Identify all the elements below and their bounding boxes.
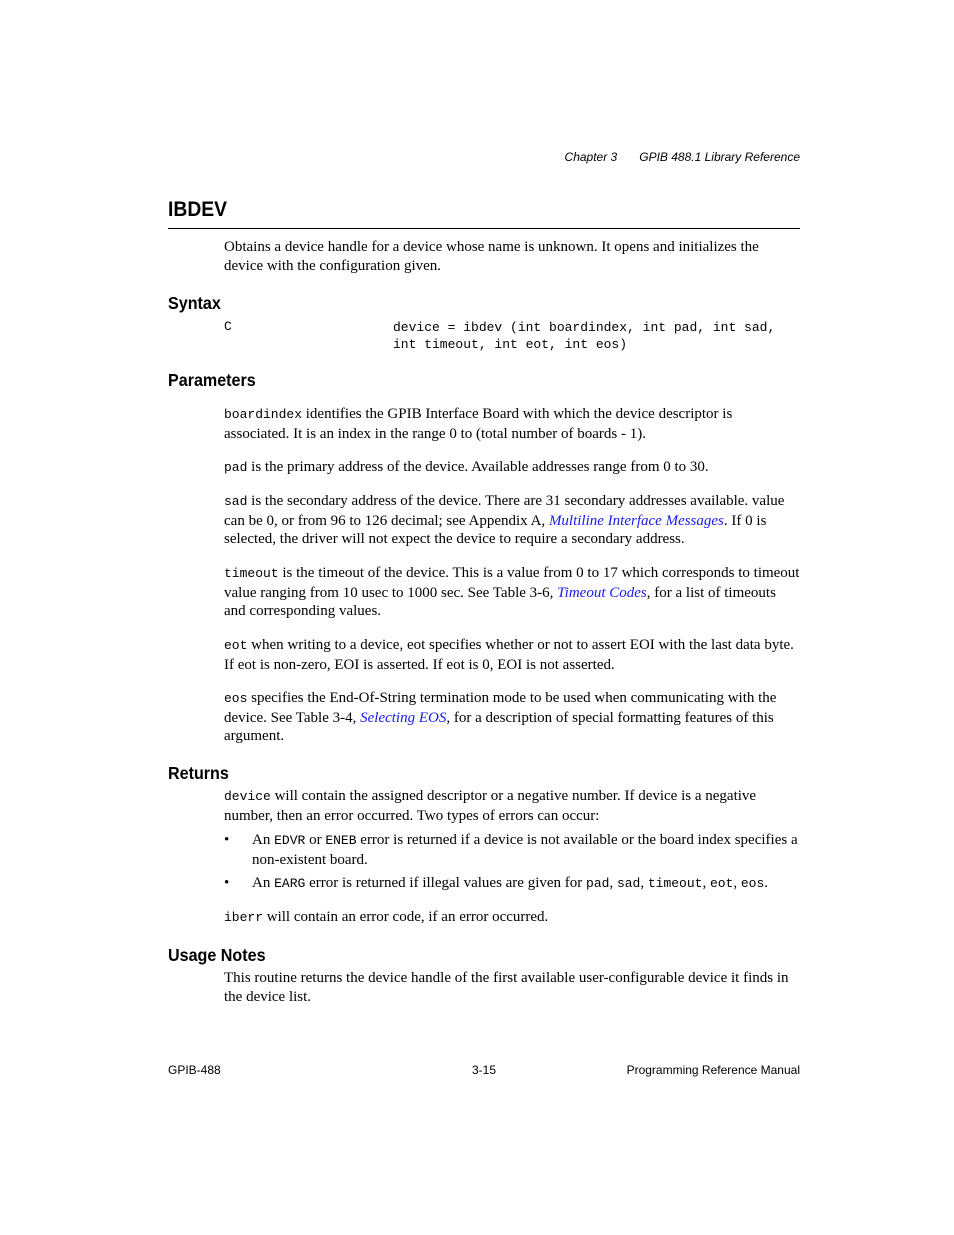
param-text: is the timeout of the device. This is a value from 0 to 17 which corresponds to timeout value ranging from 10 usec to 1000 sec. See Table 3-6, <box>224 565 800 601</box>
returns-text: will contain an error code, if an error occurred. <box>263 909 549 925</box>
bullet-dot: • <box>224 875 230 891</box>
error-code: ENEB <box>325 833 357 848</box>
bullet-text: . <box>764 875 769 891</box>
bullet-dot: • <box>224 832 230 848</box>
error-code: EARG <box>274 876 306 891</box>
syntax-heading: Syntax <box>168 293 221 313</box>
bullet-text: or <box>305 832 326 848</box>
footer-right: Programming Reference Manual <box>626 1063 800 1077</box>
header-chapter: Chapter 3 <box>564 150 618 164</box>
param-text: specifies the End-Of-String termination mode to be used when communicating with the device. See Table 3-4, <box>224 690 777 726</box>
param-text: when writing to a device, eot specifies whether or not to assert EOI with the last data byte. If eot is non-zero, EOI is asserted. If eot is 0, EOI is not asserted. <box>224 637 794 673</box>
param-code: timeout <box>647 876 703 891</box>
returns-code: device <box>224 789 271 804</box>
link-multiline-interface-messages[interactable]: Multiline Interface Messages <box>548 512 724 529</box>
returns-device <box>224 787 800 825</box>
param-text: , for a list of timeouts and corresponding values. <box>224 584 776 620</box>
link-selecting-eos[interactable]: Selecting EOS <box>360 709 447 726</box>
param-code: eos <box>740 876 765 891</box>
param-code: pad <box>224 460 248 475</box>
param-code: eot <box>709 876 734 891</box>
param-text: , for a description of special formatting features of this argument. <box>224 709 774 745</box>
page-header <box>543 150 800 164</box>
syntax-line-1: device = ibdev (int boardindex, int pad, int sad, <box>393 320 776 335</box>
param-pad <box>224 458 800 478</box>
param-sad <box>224 492 800 549</box>
header-section: GPIB 488.1 Library Reference <box>639 150 800 164</box>
footer-left: GPIB-488 <box>168 1063 221 1077</box>
param-code: pad <box>586 876 610 891</box>
param-code: eos <box>224 691 248 706</box>
returns-bullet-1 <box>224 831 800 869</box>
param-code: sad <box>616 876 641 891</box>
title-rule <box>168 228 800 229</box>
param-text: is the primary address of the device. Available addresses range from 0 to 30. <box>247 459 709 475</box>
param-code: timeout <box>224 566 279 581</box>
param-code: sad <box>224 494 248 509</box>
link-timeout-codes[interactable]: Timeout Codes <box>557 584 647 601</box>
param-text: identifies the GPIB Interface Board with which the device descriptor is associated. It is an index in the range 0 to (total number of boards - 1). <box>224 406 733 442</box>
bullet-text: error is returned if illegal values are given for <box>305 875 587 891</box>
param-boardindex <box>224 405 800 443</box>
bullet-text: An <box>252 875 275 891</box>
separator: , <box>640 875 648 891</box>
param-text: is the secondary address of the device. There are 31 secondary addresses available. value can be 0, or from 96 to 126 decimal; see Appendix A, <box>224 493 785 529</box>
param-eos <box>224 689 800 746</box>
param-code: eot <box>224 638 248 653</box>
syntax-language: C <box>224 319 232 334</box>
separator: , <box>609 875 617 891</box>
footer-page-number: 3-15 <box>472 1063 497 1077</box>
param-code: boardindex <box>224 407 303 422</box>
error-code: EDVR <box>274 833 306 848</box>
syntax-line-2: int timeout, int eot, int eos) <box>393 337 628 352</box>
param-text: . If 0 is selected, the driver will not expect the device to require a secondary address. <box>224 512 767 548</box>
returns-heading: Returns <box>168 763 229 783</box>
returns-code: iberr <box>224 910 264 925</box>
usage-heading: Usage Notes <box>168 945 266 965</box>
parameters-heading: Parameters <box>168 370 256 390</box>
param-eot <box>224 636 800 674</box>
usage-paragraph: This routine returns the device handle of the first available user-configurable device it finds in the device list. <box>224 970 789 1005</box>
bullet-text: An <box>252 832 275 848</box>
separator: , <box>733 875 741 891</box>
intro-paragraph: Obtains a device handle for a device whose name is unknown. It opens and initializes the device with the configuration given. <box>224 239 759 274</box>
syntax-code <box>393 319 775 353</box>
bullet-text: error is returned if a device is not available or the board index specifies a non-existent board. <box>252 832 798 868</box>
separator: , <box>702 875 710 891</box>
returns-text: will contain the assigned descriptor or a negative number. If device is a negative number, then an error occurred. Two types of errors can occur: <box>224 788 757 824</box>
returns-iberr <box>224 908 800 928</box>
returns-bullet-2 <box>224 874 800 894</box>
param-timeout <box>224 564 800 621</box>
page-title: IBDEV <box>168 198 228 221</box>
